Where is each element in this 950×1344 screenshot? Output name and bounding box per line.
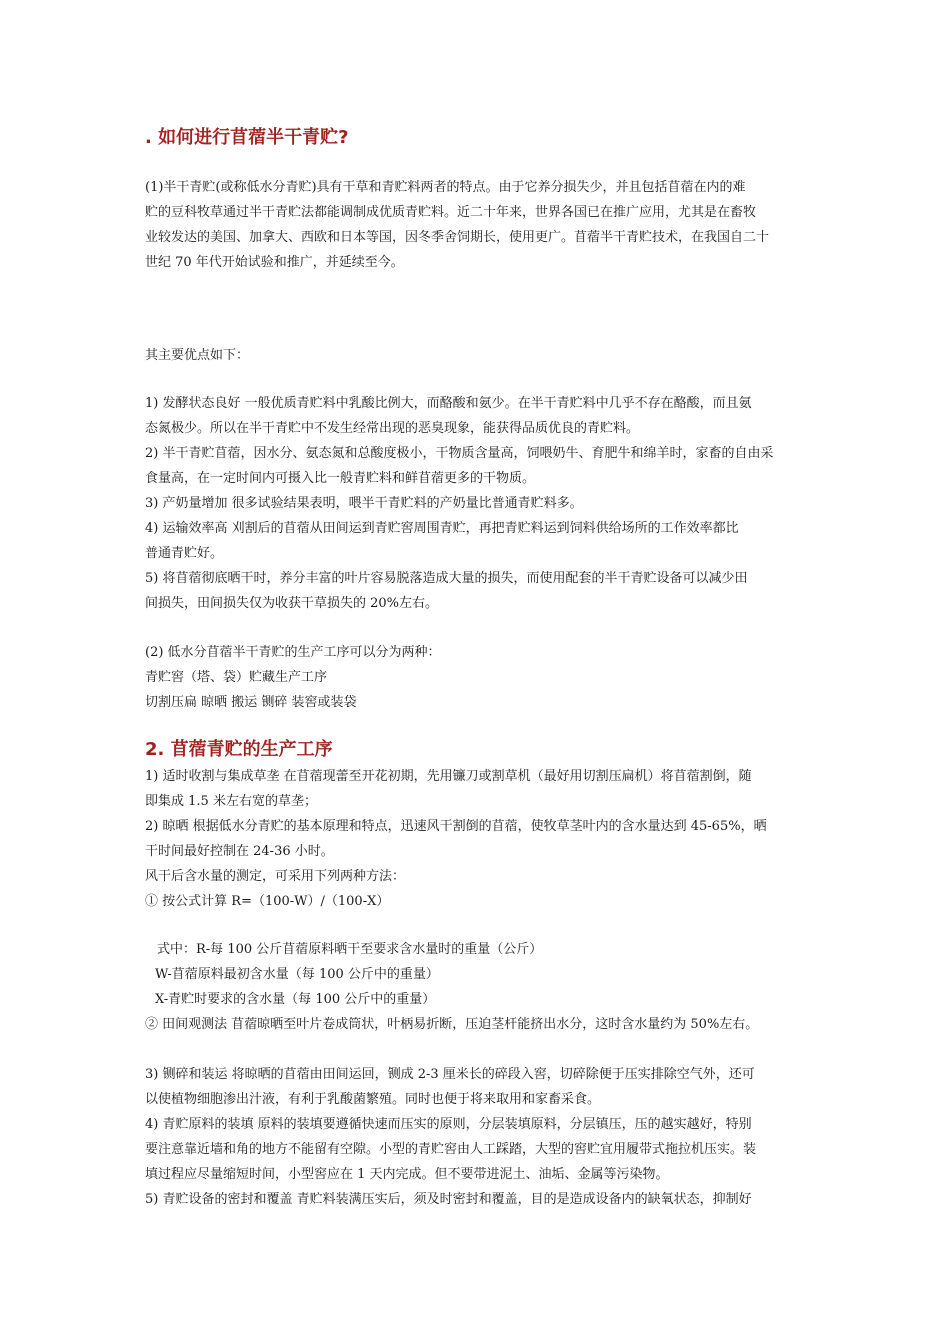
formula-note: 式中：R-每 100 公斤苜蓿原料晒干至要求含水量时的重量（公斤） — [157, 942, 543, 957]
list-item: 4) 运输效率高 刈割后的苜蓿从田间运到青贮窖周围青贮，再把青贮料运到饲料供给场所的工作效率都比 — [145, 521, 739, 536]
list-item: ① 按公式计算 R=（100-W）/（100-X） — [145, 894, 390, 909]
section-heading-2: 2. 苜蓿青贮的生产工序 — [145, 739, 333, 760]
formula-notes — [145, 937, 817, 1037]
list-item: 3) 产奶量增加 很多试验结果表明，喂半干青贮料的产奶量比普通青贮料多。 — [145, 496, 583, 511]
list-item: 5) 青贮设备的密封和覆盖 青贮料装满压实后，须及时密封和覆盖，目的是造成设备内的缺氧状态，抑制好 — [145, 1192, 752, 1207]
list-item: 2) 半干青贮苜蓿，因水分、氨态氮和总酸度极小，干物质含量高，饲喂奶牛、育肥牛和绵羊时，家畜的自由采 — [145, 446, 774, 461]
advantages-list — [145, 391, 817, 616]
list-item: 间损失，田间损失仅为收获干草损失的 20%左右。 — [145, 596, 439, 611]
text-line: 切割压扁 晾晒 搬运 铡碎 装窖或装袋 — [145, 695, 357, 710]
list-item: 风干后含水量的测定，可采用下列两种方法： — [145, 869, 406, 884]
list-item: 5) 将苜蓿彻底晒干时，养分丰富的叶片容易脱落造成大量的损失，而使用配套的半干青贮设备可以减少田 — [145, 571, 748, 586]
list-item: 要注意靠近墙和角的地方不能留有空隙。小型的青贮窖由人工踩踏，大型的窖贮宜用履带式拖拉机压实。装 — [145, 1142, 757, 1157]
field-method: ② 田间观测法 苜蓿晾晒至叶片卷成筒状，叶柄易折断，压迫茎杆能挤出水分，这时含水量约为 50%左右。 — [145, 1017, 759, 1032]
formula-note: X-青贮时要求的含水量（每 100 公斤中的重量） — [155, 992, 436, 1007]
list-item: 普通青贮好。 — [145, 546, 224, 561]
list-item: 3) 铡碎和装运 将晾晒的苜蓿由田间运回，铡成 2-3 厘米长的碎段入窖，切碎除便于压实排除空气外，还可 — [145, 1067, 755, 1082]
process-intro — [145, 640, 817, 715]
text-line: 贮的豆科牧草通过半干青贮法都能调制成优质青贮料。近二十年来，世界各国已在推广应用，尤其是在畜牧 — [145, 205, 757, 220]
list-item: 1) 适时收割与集成草垄 在苜蓿现蕾至开花初期，先用镰刀或割草机（最好用切割压扁机）将苜蓿割倒，随 — [145, 769, 752, 784]
text-line: 其主要优点如下： — [145, 348, 250, 363]
process-steps-a — [145, 764, 817, 914]
text-line: 业较发达的美国、加拿大、西欧和日本等国，因冬季舍饲期长，使用更广。苜蓿半干青贮技术，在我国自二十 — [145, 230, 770, 245]
text-line: 青贮窖（塔、袋）贮藏生产工序 — [145, 670, 328, 685]
list-item: 填过程应尽量缩短时间，小型窖应在 1 天内完成。但不要带进泥土、油垢、金属等污染物。 — [145, 1167, 669, 1182]
list-item: 以使植物细胞渗出汁液，有利于乳酸菌繁殖。同时也便于将来取用和家畜采食。 — [145, 1092, 601, 1107]
list-item: 食量高，在一定时间内可摄入比一般青贮料和鲜苜蓿更多的干物质。 — [145, 471, 536, 486]
section-heading-1: . 如何进行苜蓿半干青贮? — [145, 127, 349, 148]
advantages-title — [145, 343, 817, 368]
text-line: (2) 低水分苜蓿半干青贮的生产工序可以分为两种： — [145, 645, 441, 660]
list-item: 2) 晾晒 根据低水分青贮的基本原理和特点，迅速风干割倒的苜蓿，使牧草茎叶内的含水量达到 45-65%，晒 — [145, 819, 767, 834]
formula-note: W-苜蓿原料最初含水量（每 100 公斤中的重量） — [155, 967, 439, 982]
list-item: 即集成 1.5 米左右宽的草垄； — [145, 794, 317, 809]
list-item: 4) 青贮原料的装填 原料的装填要遵循快速而压实的原则，分层装填原料，分层镇压，压的越实越好，特别 — [145, 1117, 752, 1132]
text-line: 世纪 70 年代开始试验和推广，并延续至今。 — [145, 255, 404, 270]
list-item: 干时间最好控制在 24-36 小时。 — [145, 844, 334, 859]
list-item: 态氮极少。所以在半干青贮中不发生经常出现的恶臭现象，能获得品质优良的青贮料。 — [145, 421, 640, 436]
process-steps-b — [145, 1062, 817, 1212]
text-line: (1)半干青贮(或称低水分青贮)具有干草和青贮料两者的特点。由于它养分损失少，并且包括苜蓿在内的难 — [145, 180, 746, 195]
list-item: 1) 发酵状态良好 一般优质青贮料中乳酸比例大，而酪酸和氨少。在半干青贮料中几乎不存在酪酸，而且氨 — [145, 396, 752, 411]
intro-paragraph — [145, 175, 817, 275]
